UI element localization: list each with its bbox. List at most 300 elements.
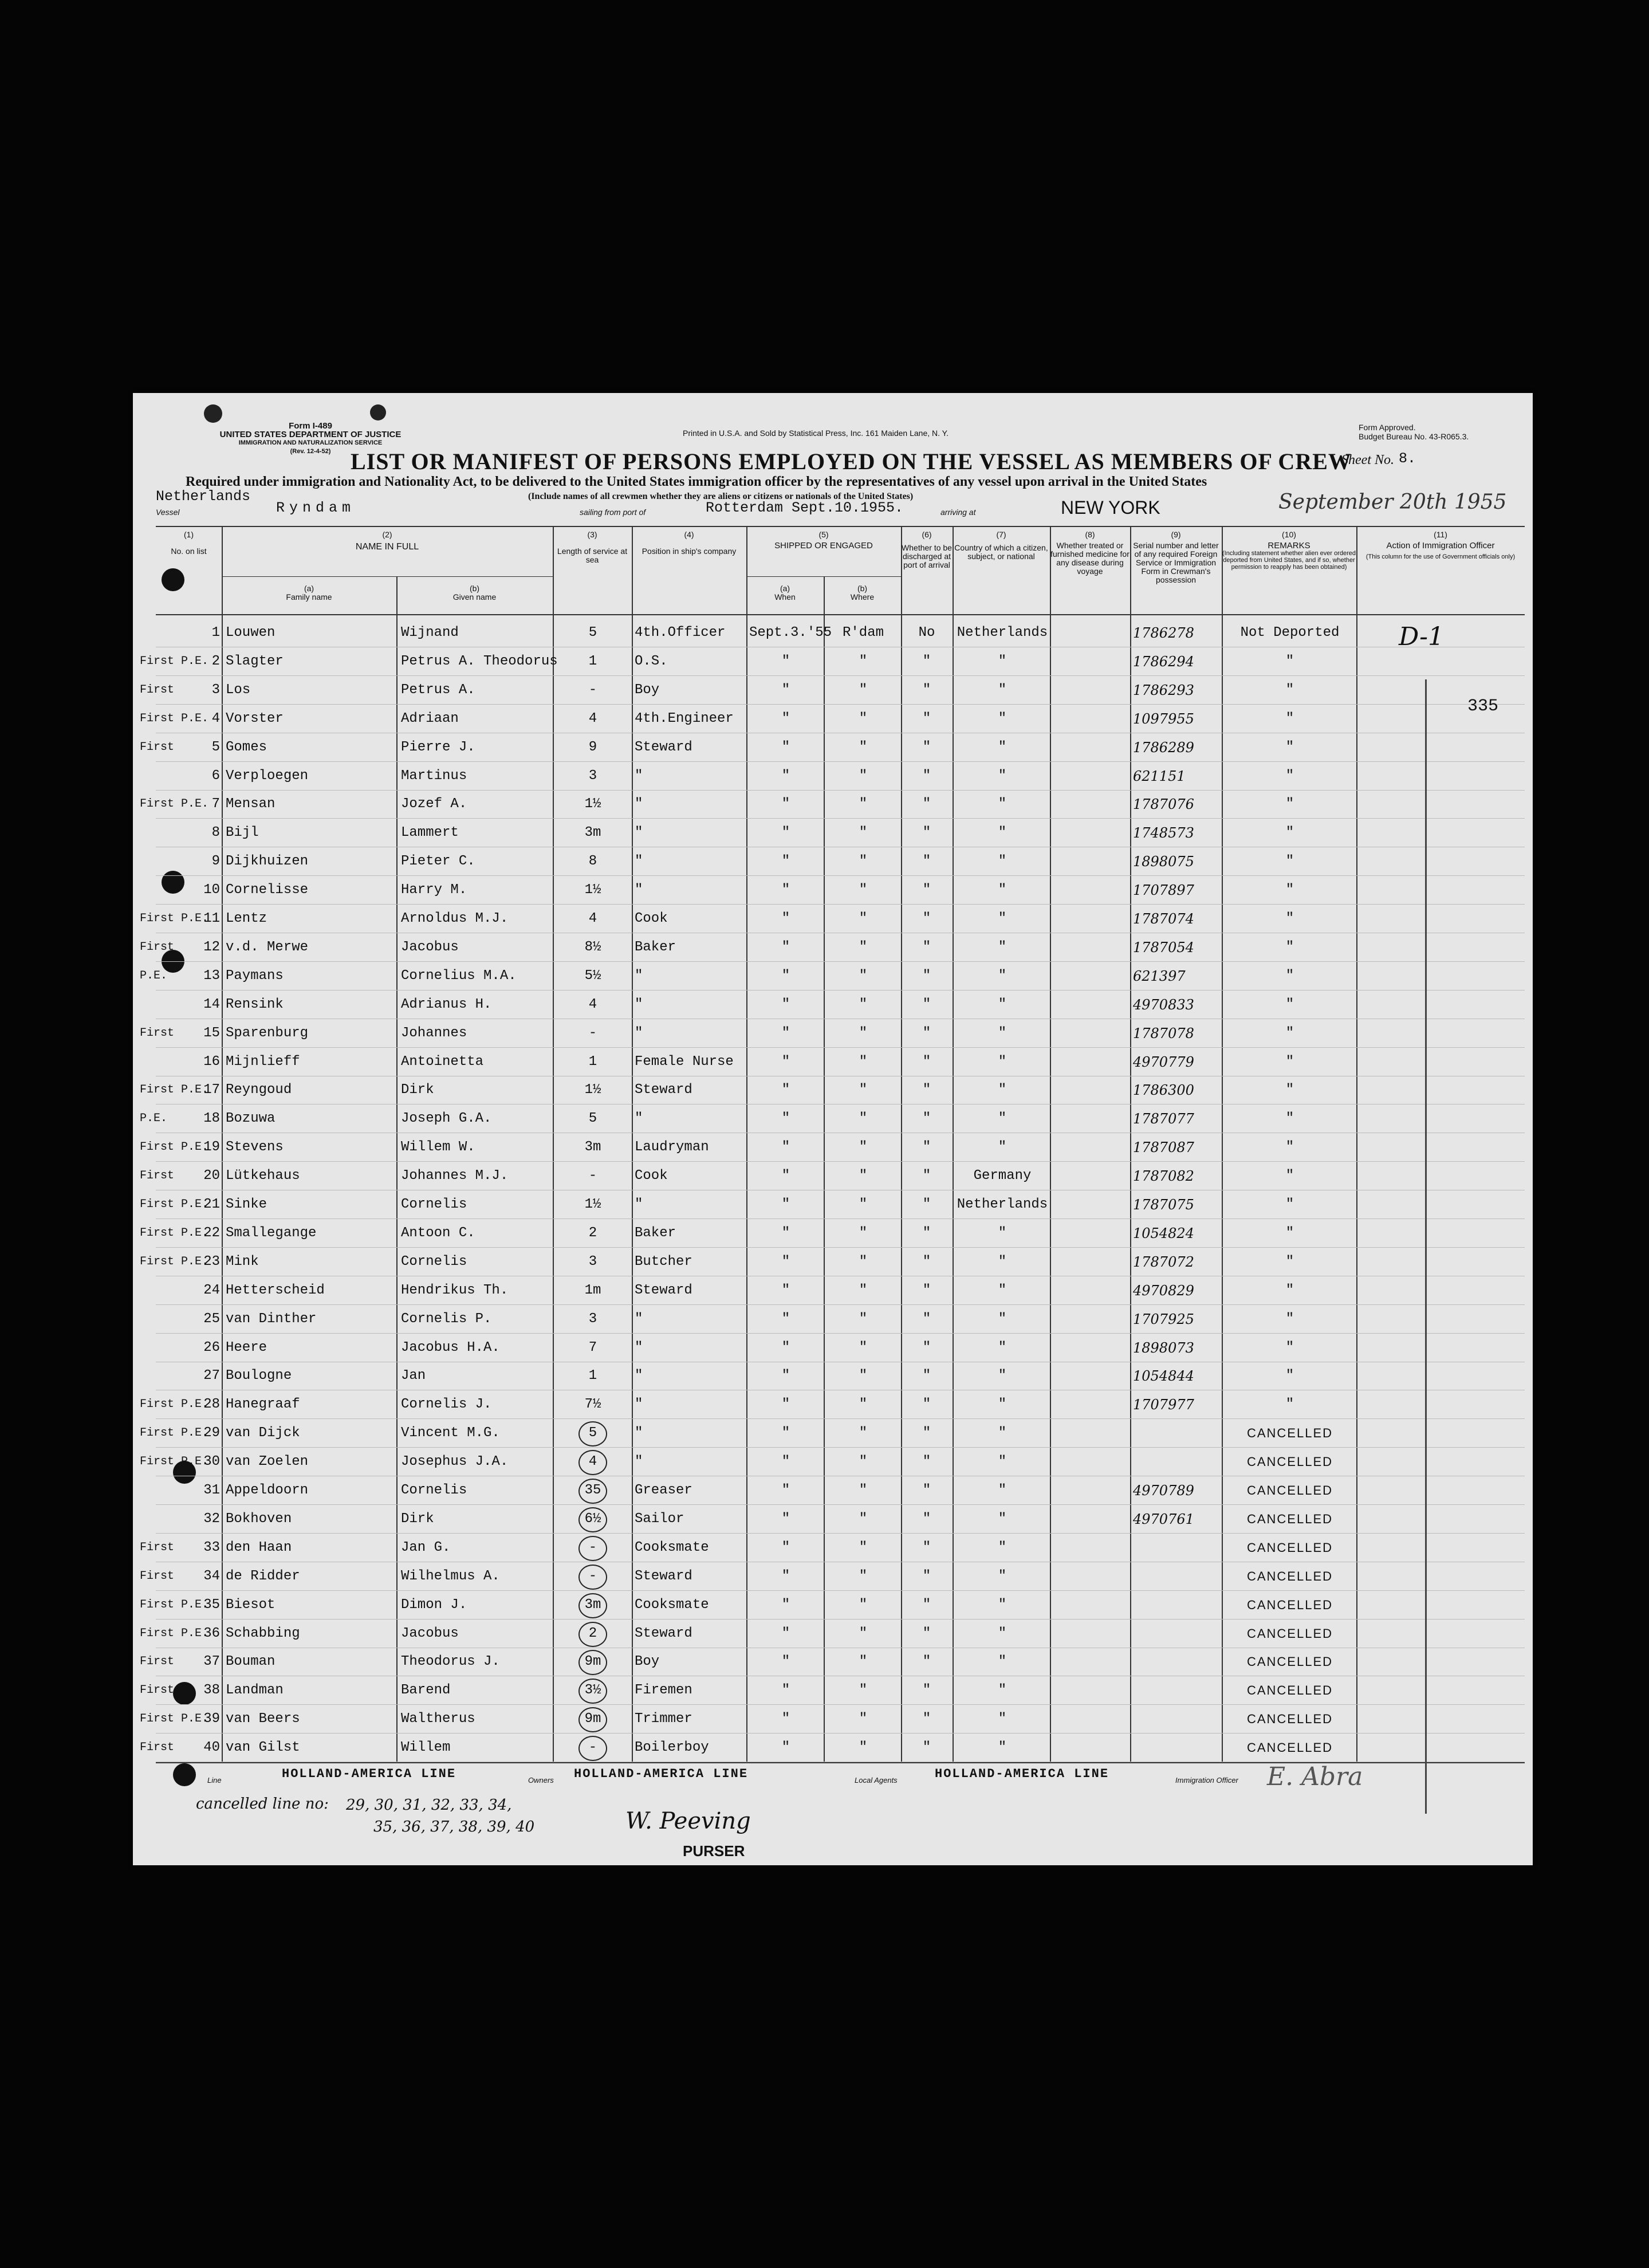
discharged-flag: " (922, 968, 931, 984)
serial-number (1133, 1562, 1221, 1591)
citizenship: " (998, 796, 1007, 812)
family-name: van Dijck (226, 1425, 300, 1441)
given-name: Josephus J.A. (401, 1454, 509, 1470)
row-number: 20 (203, 1168, 220, 1184)
table-row (133, 1076, 1533, 1104)
ship-position: Cook (635, 1168, 668, 1184)
discharged-flag: " (922, 825, 931, 841)
engaged-when: " (781, 1082, 790, 1098)
col-sub-label: Family name (286, 592, 332, 602)
citizenship: " (998, 911, 1007, 926)
serial-number: 1707925 (1133, 1311, 1194, 1327)
row-prefix: First (140, 1169, 175, 1183)
row-number: 19 (203, 1139, 220, 1155)
given-name: Jacobus (401, 1625, 459, 1641)
ship-position: Female Nurse (635, 1054, 734, 1070)
agents-value: HOLLAND-AMERICA LINE (935, 1767, 1109, 1781)
given-name: Petrus A. Theodorus (401, 653, 558, 669)
discharged-flag: " (922, 796, 931, 812)
engaged-when: " (781, 1253, 790, 1269)
row-number: 30 (203, 1454, 220, 1470)
citizenship: " (998, 1425, 1007, 1441)
col-label: SHIPPED OR ENGAGED (774, 541, 873, 551)
family-name: Boulogne (226, 1368, 292, 1384)
citizenship: " (998, 1539, 1007, 1555)
row-number: 38 (203, 1683, 220, 1699)
given-name: Vincent M.G. (401, 1425, 500, 1441)
engaged-where: " (859, 1597, 868, 1613)
vessel-name: Ryndam (276, 500, 356, 516)
row-number: 26 (203, 1339, 220, 1355)
row-prefix: First P.E. (140, 1598, 209, 1611)
serial-number: 4970789 (1133, 1483, 1194, 1499)
cancel-circle-mark (578, 1622, 607, 1647)
engaged-when: " (781, 1511, 790, 1527)
remarks: CANCELLED (1246, 1569, 1333, 1583)
engaged-where: " (859, 1082, 868, 1098)
table-row (133, 1705, 1533, 1734)
table-row (133, 1104, 1533, 1133)
service-length: 6½ (584, 1511, 601, 1527)
serial-number: 1787078 (1133, 1025, 1194, 1041)
ship-position: 4th.Officer (635, 625, 726, 640)
cancel-circle-mark (578, 1707, 607, 1732)
serial-number: 4970761 (1133, 1511, 1194, 1527)
remarks: " (1285, 1225, 1294, 1241)
family-name: Lentz (226, 911, 267, 926)
table-row (133, 790, 1533, 819)
cancelled-lines-2: 35, 36, 37, 38, 39, 40 (373, 1818, 535, 1835)
printer-note: Printed in U.S.A. and Sold by Statistical Press, Inc. 161 Maiden Lane, N. Y. (683, 429, 949, 438)
given-name: Cornelis J. (401, 1397, 492, 1413)
remarks: CANCELLED (1246, 1626, 1333, 1641)
given-name: Dirk (401, 1511, 434, 1527)
service-length: 5 (588, 1425, 597, 1441)
col-header-given-name (396, 584, 553, 602)
table-row (133, 1419, 1533, 1448)
engaged-when: " (781, 968, 790, 984)
remarks: " (1285, 911, 1294, 926)
given-name: Cornelis P. (401, 1311, 492, 1327)
family-name: Bouman (226, 1654, 276, 1670)
serial-number: 1707897 (1133, 882, 1194, 899)
family-name: Biesot (226, 1597, 276, 1613)
row-prefix: First P.E. (140, 912, 209, 925)
family-name: Bijl (226, 825, 259, 841)
engaged-where: " (859, 1339, 868, 1355)
citizenship: " (998, 1483, 1007, 1498)
serial-number: 1787054 (1133, 939, 1194, 956)
row-prefix (140, 762, 197, 791)
given-name: Pieter C. (401, 854, 475, 870)
col-num: (2) (382, 530, 392, 539)
given-name: Wijnand (401, 625, 459, 640)
line-value: HOLLAND-AMERICA LINE (282, 1767, 456, 1781)
service-length: 1 (588, 1054, 597, 1070)
row-number: 24 (203, 1282, 220, 1298)
ship-position: Boy (635, 682, 660, 698)
remarks: " (1285, 939, 1294, 955)
ship-position: " (635, 882, 643, 898)
col-sub-label: When (774, 592, 796, 602)
citizenship: " (998, 1511, 1007, 1527)
family-name: Lütkehaus (226, 1168, 300, 1184)
table-row (133, 1676, 1533, 1705)
col-label: NAME IN FULL (355, 542, 419, 552)
discharged-flag: " (922, 1454, 931, 1470)
discharged-flag: " (922, 1397, 931, 1413)
remarks: " (1285, 1197, 1294, 1212)
service-length: 3½ (584, 1683, 601, 1699)
remarks: " (1285, 1168, 1294, 1184)
row-prefix: First (140, 1026, 175, 1040)
citizenship: " (998, 1054, 1007, 1070)
family-name: Dijkhuizen (226, 854, 309, 870)
serial-number: 1787077 (1133, 1111, 1194, 1127)
ship-position: Steward (635, 1282, 692, 1298)
engaged-where: " (859, 1625, 868, 1641)
engaged-where: " (859, 1311, 868, 1327)
family-name: Reyngoud (226, 1082, 292, 1098)
col-header-serial (1130, 530, 1222, 584)
given-name: Jacobus (401, 939, 459, 955)
service-length: 1 (588, 1368, 597, 1384)
citizenship: " (998, 1282, 1007, 1298)
table-row (133, 1591, 1533, 1620)
col-num: (8) (1085, 530, 1095, 539)
citizenship: " (998, 1082, 1007, 1098)
col-sub-letter: (b) (857, 584, 868, 593)
row-prefix (140, 1476, 197, 1505)
discharged-flag: " (922, 1368, 931, 1384)
family-name: Sparenburg (226, 1025, 309, 1041)
service-name: IMMIGRATION AND NATURALIZATION SERVICE (238, 439, 383, 446)
serial-number: 1898075 (1133, 854, 1194, 870)
family-name: Mijnlieff (226, 1054, 300, 1070)
row-number: 23 (203, 1253, 220, 1269)
serial-number (1133, 1734, 1221, 1762)
ship-position: Greaser (635, 1483, 692, 1498)
ship-position: " (635, 825, 643, 841)
engaged-where: " (859, 1425, 868, 1441)
engaged-when: " (781, 1597, 790, 1613)
service-length: - (588, 1025, 597, 1041)
col-note: (Including statement whether alien ever ordered deported from United States, and if so, whether permission to reapply has been obtained) (1222, 550, 1356, 571)
ship-position: " (635, 1197, 643, 1212)
given-name: Johannes M.J. (401, 1168, 509, 1184)
ship-position: " (635, 996, 643, 1012)
row-prefix: First (140, 940, 175, 954)
line-label: Line (207, 1776, 222, 1784)
service-length: 1½ (584, 1197, 601, 1212)
serial-number (1133, 1705, 1221, 1734)
service-length: 1½ (584, 796, 601, 812)
citizenship: " (998, 1225, 1007, 1241)
col-header-remarks (1222, 530, 1356, 571)
discharged-flag: " (922, 939, 931, 955)
engaged-where: " (859, 1168, 868, 1184)
family-name: Los (226, 682, 251, 698)
owners-label: Owners (528, 1776, 554, 1784)
col-header-country (953, 530, 1050, 561)
row-number: 32 (203, 1511, 220, 1527)
page-title: LIST OR MANIFEST OF PERSONS EMPLOYED ON THE VESSEL AS MEMBERS OF CREW (351, 449, 1352, 474)
discharged-flag: " (922, 1082, 931, 1098)
purser-signature: W. Peeving (625, 1808, 751, 1834)
row-prefix (140, 1048, 197, 1076)
family-name: Sinke (226, 1197, 267, 1212)
table-row (133, 1133, 1533, 1162)
row-prefix: First P.E. (140, 1426, 209, 1440)
engaged-when: " (781, 1711, 790, 1727)
engaged-where: " (859, 1197, 868, 1212)
engaged-where: " (859, 1454, 868, 1470)
citizenship: " (998, 710, 1007, 726)
service-length: 7½ (584, 1397, 601, 1413)
engaged-where: " (859, 1511, 868, 1527)
col-num: (6) (922, 530, 932, 539)
purser-label: PURSER (683, 1842, 745, 1860)
discharged-flag: " (922, 653, 931, 669)
col-num: (9) (1171, 530, 1181, 539)
service-length: 1 (588, 653, 597, 669)
ship-position: Boy (635, 1654, 660, 1670)
remarks: " (1285, 1339, 1294, 1355)
family-name: Louwen (226, 625, 276, 640)
remarks: " (1285, 1368, 1294, 1384)
discharged-flag: " (922, 1511, 931, 1527)
remarks: " (1285, 1054, 1294, 1070)
service-length: 1½ (584, 882, 601, 898)
discharged-flag: " (922, 1683, 931, 1699)
ship-position: " (635, 768, 643, 784)
row-prefix (140, 1505, 197, 1534)
discharged-flag: " (922, 1025, 931, 1041)
discharged-flag: " (922, 1625, 931, 1641)
engaged-where: " (859, 739, 868, 755)
col-num: (10) (1282, 530, 1296, 539)
family-name: Bozuwa (226, 1111, 276, 1127)
serial-number: 1786289 (1133, 739, 1194, 756)
table-row (133, 1334, 1533, 1362)
serial-number: 1054824 (1133, 1225, 1194, 1241)
engaged-when: " (781, 1425, 790, 1441)
serial-number: 1786278 (1133, 625, 1194, 641)
citizenship: " (998, 768, 1007, 784)
row-prefix (140, 876, 197, 905)
col-header-where (824, 584, 901, 602)
remarks: " (1285, 796, 1294, 812)
citizenship: " (998, 1139, 1007, 1155)
engaged-when: " (781, 1225, 790, 1241)
serial-number (1133, 1620, 1221, 1648)
officer-signature: E. Abra (1267, 1762, 1363, 1791)
serial-number: 1787082 (1133, 1168, 1194, 1185)
remarks: " (1285, 1082, 1294, 1098)
citizenship: " (998, 1368, 1007, 1384)
given-name: Waltherus (401, 1711, 475, 1727)
row-number: 27 (203, 1368, 220, 1384)
ship-position: Cooksmate (635, 1539, 709, 1555)
given-name: Wilhelmus A. (401, 1568, 500, 1584)
table-row (133, 1305, 1533, 1334)
row-number: 12 (203, 939, 220, 955)
remarks: " (1285, 882, 1294, 898)
given-name: Pierre J. (401, 739, 475, 755)
row-number: 35 (203, 1597, 220, 1613)
discharged-flag: " (922, 911, 931, 926)
arriving-label: arriving at (940, 508, 976, 517)
citizenship: " (998, 1683, 1007, 1699)
engaged-where: " (859, 825, 868, 841)
col-header-name (222, 530, 553, 551)
table-row (133, 1505, 1533, 1534)
service-length: 4 (588, 1454, 597, 1470)
remarks: " (1285, 854, 1294, 870)
service-length: 2 (588, 1625, 597, 1641)
ship-position: " (635, 1111, 643, 1127)
discharged-flag: " (922, 1168, 931, 1184)
engaged-where: " (859, 911, 868, 926)
ship-position: Steward (635, 1568, 692, 1584)
table-row (133, 705, 1533, 733)
service-length: 3m (584, 825, 601, 841)
remarks: " (1285, 1253, 1294, 1269)
row-prefix: First P.E. (140, 1626, 209, 1640)
given-name: Lammert (401, 825, 459, 841)
serial-number (1133, 1419, 1221, 1448)
remarks: " (1285, 825, 1294, 841)
row-number: 21 (203, 1197, 220, 1212)
family-name: Schabbing (226, 1625, 300, 1641)
col-header-shipped (746, 530, 901, 550)
serial-number: 4970833 (1133, 996, 1194, 1013)
engaged-when: " (781, 1568, 790, 1584)
table-row (133, 962, 1533, 990)
row-number: 10 (203, 882, 220, 898)
family-name: Smallegange (226, 1225, 317, 1241)
discharged-flag: " (922, 1740, 931, 1756)
table-row (133, 819, 1533, 847)
engaged-when: " (781, 911, 790, 926)
departure-port: Rotterdam (706, 500, 784, 516)
row-prefix: First P.E. (140, 797, 209, 811)
serial-number: 1787076 (1133, 796, 1194, 813)
discharged-flag: " (922, 1483, 931, 1498)
table-row (133, 1276, 1533, 1305)
remarks: CANCELLED (1246, 1712, 1333, 1727)
discharged-flag: " (922, 1339, 931, 1355)
row-number: 3 (211, 682, 220, 698)
table-row (133, 733, 1533, 762)
row-prefix: First P.E. (140, 1712, 209, 1726)
engaged-when: " (781, 1539, 790, 1555)
row-prefix: First P.E. (140, 1226, 209, 1240)
form-number: Form I-489 (289, 421, 332, 431)
engaged-when: " (781, 1339, 790, 1355)
remarks: CANCELLED (1246, 1426, 1333, 1441)
table-row (133, 762, 1533, 791)
col-sub-letter: (a) (780, 584, 790, 593)
table-row (133, 676, 1533, 705)
service-length: 3m (584, 1139, 601, 1155)
engaged-where: " (859, 1483, 868, 1498)
serial-number: 4970829 (1133, 1282, 1194, 1299)
remarks: CANCELLED (1246, 1683, 1333, 1698)
engaged-where: " (859, 996, 868, 1012)
ship-position: " (635, 968, 643, 984)
engaged-where: " (859, 1054, 868, 1070)
row-prefix (140, 1362, 197, 1390)
engaged-when: " (781, 739, 790, 755)
cancel-circle-mark (578, 1565, 607, 1590)
discharged-flag: " (922, 768, 931, 784)
discharged-flag: " (922, 1597, 931, 1613)
service-length: 2 (588, 1225, 597, 1241)
row-number: 1 (211, 625, 220, 640)
citizenship: " (998, 996, 1007, 1012)
service-length: 3 (588, 1311, 597, 1327)
engaged-when: Sept.3.'55 (749, 625, 832, 640)
engaged-when: " (781, 1368, 790, 1384)
row-prefix (140, 1305, 197, 1334)
col-header-family-name (222, 584, 396, 602)
family-name: Rensink (226, 996, 284, 1012)
service-length: 4 (588, 710, 597, 726)
engaged-where: " (859, 1740, 868, 1756)
engaged-where: " (859, 710, 868, 726)
revision: (Rev. 12-4-52) (290, 448, 331, 455)
engaged-when: " (781, 939, 790, 955)
row-prefix: First (140, 740, 175, 754)
citizenship: " (998, 1597, 1007, 1613)
given-name: Theodorus J. (401, 1654, 500, 1670)
ship-position: " (635, 1025, 643, 1041)
row-prefix: First (140, 1569, 175, 1583)
citizenship: " (998, 1740, 1007, 1756)
ship-position: " (635, 796, 643, 812)
row-number: 4 (211, 710, 220, 726)
sheet-number: 8. (1399, 450, 1416, 467)
serial-number: 1787075 (1133, 1197, 1194, 1213)
citizenship: " (998, 882, 1007, 898)
table-row (133, 847, 1533, 876)
table-row (133, 1362, 1533, 1390)
citizenship: " (998, 1311, 1007, 1327)
engaged-where: " (859, 1368, 868, 1384)
family-name: van Dinther (226, 1311, 317, 1327)
row-prefix: First P.E. (140, 654, 209, 668)
table-row (133, 1562, 1533, 1591)
crew-manifest-sheet (133, 393, 1533, 1865)
engaged-when: " (781, 1054, 790, 1070)
citizenship: " (998, 1339, 1007, 1355)
row-number: 40 (203, 1740, 220, 1756)
service-length: 1m (584, 1282, 601, 1298)
service-length: 35 (584, 1483, 601, 1498)
family-name: Paymans (226, 968, 284, 984)
discharged-flag: " (922, 1197, 931, 1212)
ship-position: Cooksmate (635, 1597, 709, 1613)
service-length: 8½ (584, 939, 601, 955)
given-name: Jacobus H.A. (401, 1339, 500, 1355)
table-row (133, 1534, 1533, 1562)
ship-position: Cook (635, 911, 668, 926)
remarks: " (1285, 1139, 1294, 1155)
engaged-when: " (781, 768, 790, 784)
family-name: Hanegraaf (226, 1397, 300, 1413)
service-length: 5 (588, 625, 597, 640)
